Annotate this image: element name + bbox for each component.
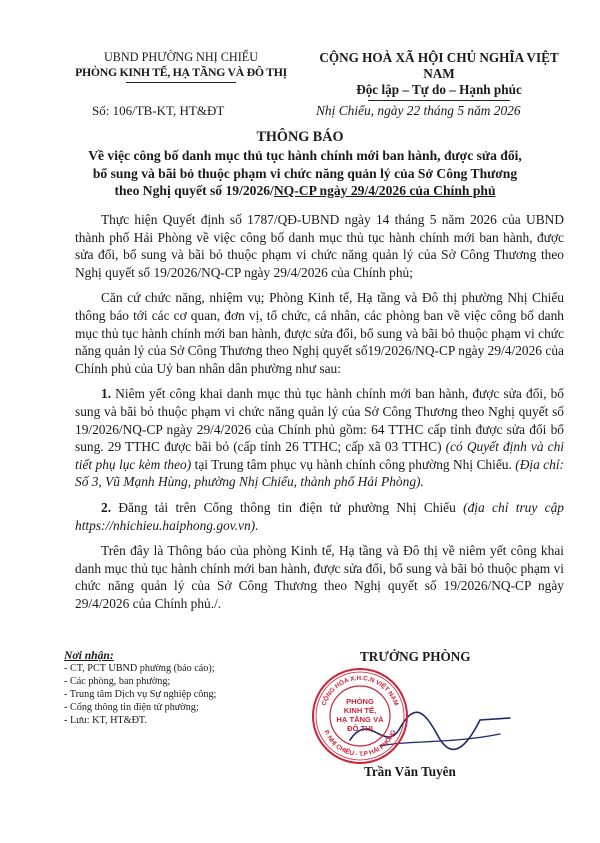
authority-line-1: UBND PHƯỜNG NHỊ CHIỂU (103, 50, 258, 64)
seal-line-2: KINH TẾ, (343, 706, 377, 715)
item-1-note: (có Quyết định và chi tiết phụ lục kèm theo) (75, 439, 565, 472)
item-1-text-2: tại Trung tâm phục vụ hành chính công phường Nhị Chiểu. (191, 456, 516, 472)
document-title: THÔNG BÁO (256, 129, 344, 145)
seal-ring-bottom: P. NHỊ CHIỂU - T.P HẢI PHÒNG (322, 729, 398, 759)
svg-text:P. NHỊ CHIỂU - T.P HẢI PHÒNG (322, 729, 397, 758)
document-subject (60, 147, 550, 200)
recipient-item: - Cổng thông tin điện tử phường; (64, 702, 199, 713)
seal-ring-top: CỘNG HÒA X.H.C.N VIỆT NAM (320, 674, 400, 707)
paragraph-basis: Thực hiện Quyết định số 1787/QĐ-UBND ngày 14 tháng 5 năm 2026 của UBND thành phố Hải Phòng về việc công bố danh mục thủ tục hành chính mới ban hành, được sửa đổi, bổ sung và bãi bỏ thuộc phạm vi chức năng quản lý của Sở Công Thương theo Nghị quyết số 19/2026/NQ-CP ngày 29/4/2026 của Chính phủ; (75, 212, 564, 280)
item-2-text: Đăng tải trên Cổng thông tin điện tử phường Nhị Chiểu (111, 499, 464, 515)
recipient-item: - Các phòng, ban phường; (64, 676, 171, 687)
item-1-number: 1. (101, 386, 112, 402)
paragraph-closing: Trên đây là Thông báo của phòng Kinh tế, Hạ tầng và Đô thị về niêm yết công khai danh mục thủ tục hành chính mới ban hành, được sửa đổi, bổ sung và bãi bỏ thuộc phạm vi chức năng quản lý của Sở Công Thương theo Nghị quyết số 19/2026/NQ-CP ngày 29/4/2026 của Chính phủ./. (75, 543, 564, 611)
place-date: Nhị Chiểu, ngày 22 tháng 5 năm 2026 (316, 103, 521, 118)
issuing-authority (62, 50, 300, 83)
item-1-text: Niêm yết công khai danh mục thủ tục hành chính mới ban hành, được sửa đổi, bổ sung và bãi bỏ thuộc phạm vi chức năng quản lý của Sở Công Thương theo Nghị quyết số 19/2026/NQ-CP ngày 29/4/2026 của Chính phủ gồm: 64 TTHC cấp tỉnh được sửa đổi bổ sung. 29 TTHC được bãi bỏ (cấp tỉnh 26 TTHC; cấp xã 03 TTHC) (75, 386, 564, 455)
document-body (75, 211, 564, 612)
subject-line-1: Về việc công bố danh mục thủ tục hành chính mới ban hành, được sửa đổi, (88, 148, 522, 163)
signer-name: Trần Văn Tuyên (364, 764, 456, 779)
document-number: Số: 106/TB-KT, HT&ĐT (92, 103, 225, 118)
recipients-block (64, 649, 294, 727)
paragraph-notice: Căn cứ chức năng, nhiệm vụ; Phòng Kinh tế, Hạ tầng và Đô thị phường Nhị Chiểu thông báo tới các cơ quan, đơn vị, tổ chức, cá nhân, các phòng ban về việc công bố danh mục thủ tục hành chính mới ban hành, được sửa đổi, bổ sung và bãi bỏ thuộc phạm vi chức năng quản lý của Sở Công Thương theo Nghị quyết số19/2026/NQ-CP ngày 29/4/2026 của Chính phủ của Uỷ ban nhân dân phường như sau: (75, 290, 564, 376)
recipient-item: - Lưu: KT, HT&ĐT. (64, 715, 147, 726)
header-rule-left (126, 82, 236, 83)
official-seal (310, 666, 410, 766)
seal-line-1: PHÒNG (346, 697, 374, 706)
national-motto (305, 50, 573, 101)
recipient-item: - CT, PCT UBND phường (báo cáo); (64, 663, 215, 674)
subject-line-3-text: theo Nghị quyết số 19/2026/ (114, 183, 274, 198)
seal-line-4: ĐÔ THỊ (347, 724, 373, 733)
paragraph-item-2 (75, 499, 564, 534)
item-2-url: (địa chỉ truy cập https://nhichieu.haiphong.gov.vn). (75, 499, 564, 533)
signer-title: TRƯỞNG PHÒNG (360, 649, 471, 664)
seal-line-3: HẠ TẦNG VÀ (336, 715, 384, 724)
country-name: CỘNG HOÀ XÃ HỘI CHỦ NGHĨA VIỆT NAM (319, 50, 559, 81)
recipient-item: - Trung tâm Dịch vụ Sự nghiệp công; (64, 689, 217, 700)
recipients-heading: Nơi nhận: (64, 649, 114, 662)
subject-line-3-underlined: NQ-CP ngày 29/4/2026 của Chính phủ (273, 183, 496, 198)
item-2-number: 2. (101, 499, 112, 515)
subject-line-2: bổ sung và bãi bỏ thuộc phạm vi chức năng quản lý của Sở Công Thương (92, 165, 518, 181)
motto: Độc lập – Tự do – Hạnh phúc (356, 82, 522, 97)
header-rule-right (368, 100, 510, 101)
subject-line-3 (60, 182, 550, 200)
authority-line-2: PHÒNG KINH TẾ, HẠ TẦNG VÀ ĐÔ THỊ (75, 65, 287, 79)
paragraph-item-1 (75, 385, 564, 491)
item-1-address: (Địa chỉ: Số 3, Vũ Mạnh Hùng, phường Nhị Chiểu, thành phố Hải Phòng). (75, 456, 564, 490)
